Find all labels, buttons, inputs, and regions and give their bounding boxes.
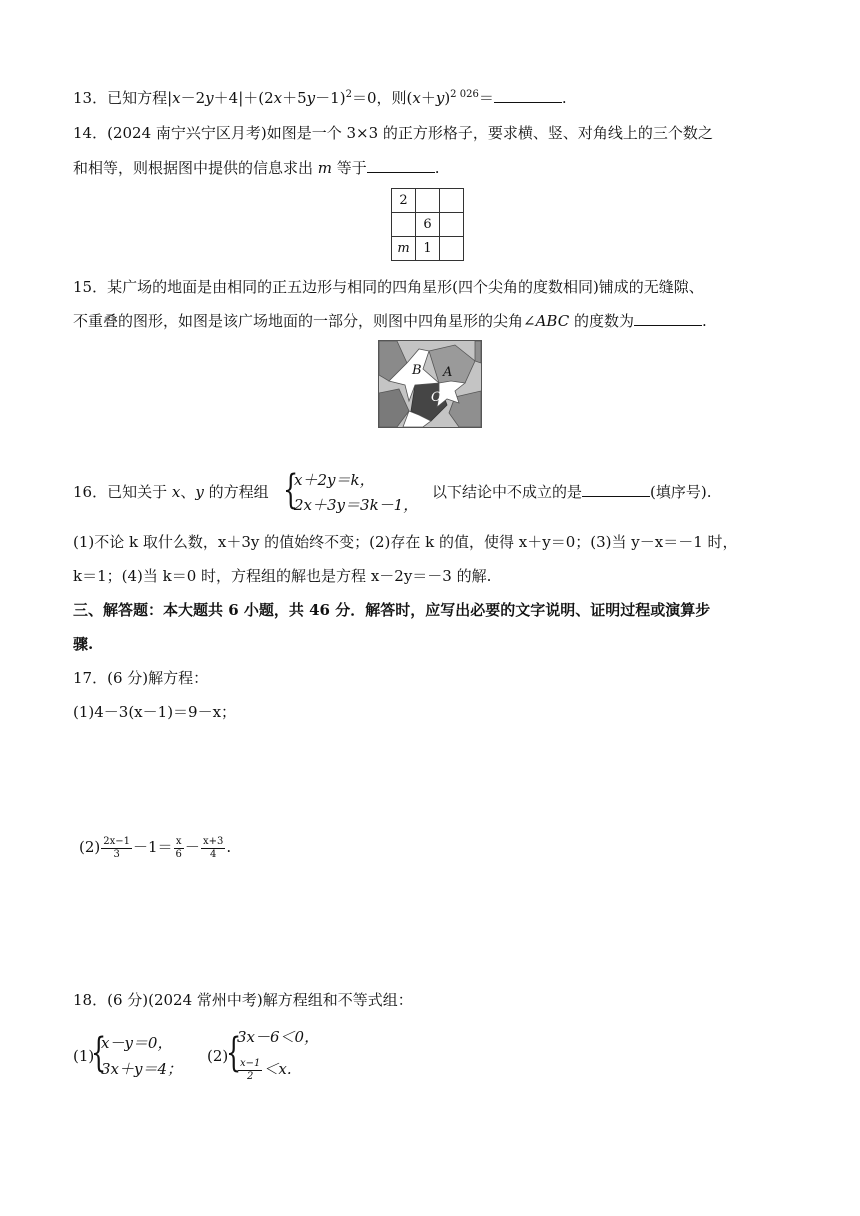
system-equation-2: 2x＋3y＝3k－1， xyxy=(294,496,419,514)
grid-cell: 1 xyxy=(416,237,440,261)
grid-cell xyxy=(392,213,416,237)
system-brace: { xyxy=(283,467,299,513)
fraction: $\frac{2x-1}{3}$ xyxy=(103,835,130,860)
question-13: 13．已知方程$|x-2y+4|+(2x+5y-1)^2=0$，则$(x+y)^{2 026}=$ . xyxy=(73,89,567,107)
question-17-part-1: (1)4－3(x－1)＝9－x； xyxy=(73,703,237,721)
system-1-label: (1) xyxy=(73,1047,95,1065)
system-brace: { xyxy=(91,1030,107,1076)
question-16-lead: 16．已知关于 x、y 的方程组 xyxy=(73,483,269,501)
question-18-title: 18．(6 分)(2024 常州中考)解方程组和不等式组： xyxy=(73,991,413,1009)
grid-cell: 6 xyxy=(416,213,440,237)
tiling-figure xyxy=(378,340,482,428)
question-14-line-2: 和相等，则根据图中提供的信息求出 m 等于 . xyxy=(73,159,440,177)
question-14-line-1: 14．(2024 南宁兴宁区月考)如图是一个 3×3 的正方形格子，要求横、竖、对角线上的三个数之 xyxy=(73,124,713,142)
question-16-conditions-2: k＝1；(4)当 k＝0 时，方程组的解也是方程 x－2y＝－3 的解. xyxy=(73,567,492,585)
system-2-equation-2: $\frac{x-1}{2}$ ＜x. xyxy=(240,1057,292,1082)
grid-cell xyxy=(440,213,464,237)
grid-cell: m xyxy=(392,237,416,261)
pentagon-star-tiling xyxy=(379,341,481,427)
system-1-equation-1: x－y＝0， xyxy=(101,1034,173,1052)
magic-square-grid xyxy=(391,188,464,261)
system-equation-1: x＋2y＝k， xyxy=(294,471,375,489)
question-16-tail: 以下结论中不成立的是 (填序号). xyxy=(432,483,712,501)
question-16-conditions-1: (1)不论 k 取什么数，x＋3y 的值始终不变；(2)存在 k 的值，使得 x＋y＝0；(3)当 y－x＝－1 时， xyxy=(73,533,738,551)
fraction: $\frac{x}{6}$ xyxy=(175,835,182,860)
fraction: $\frac{x+3}{4}$ xyxy=(202,835,224,860)
label-b: B xyxy=(412,363,422,378)
label-a: A xyxy=(443,365,453,380)
answer-blank[interactable] xyxy=(494,88,562,103)
grid-cell xyxy=(440,237,464,261)
grid-cell xyxy=(440,189,464,213)
question-17-title: 17．(6 分)解方程： xyxy=(73,669,209,687)
system-1-equation-2: 3x＋y＝4； xyxy=(101,1060,183,1078)
answer-blank[interactable] xyxy=(634,311,702,326)
section-heading: 三、解答题：本大题共 6 小题，共 46 分．解答时，应写出必要的文字说明、证明过程或演算步 xyxy=(73,601,711,619)
section-heading-cont: 骤. xyxy=(73,635,94,653)
grid-cell xyxy=(416,189,440,213)
question-15-line-2: 不重叠的图形，如图是该广场地面的一部分，则图中四角星形的尖角∠ABC 的度数为 . xyxy=(73,312,707,330)
system-2-equation-1: 3x－6＜0， xyxy=(237,1028,320,1046)
system-2-label: (2) xyxy=(207,1047,229,1065)
question-17-part-2: (2) $\frac{2x-1}{3}$ －1＝ $\frac{x}{6}$ － $\frac{x+3}{4}$ . xyxy=(79,835,232,860)
answer-blank[interactable] xyxy=(367,158,435,173)
label-c: C xyxy=(431,390,441,405)
system-brace: { xyxy=(226,1030,242,1076)
fraction: $\frac{x-1}{2}$ xyxy=(240,1057,261,1082)
grid-cell: 2 xyxy=(392,189,416,213)
answer-blank[interactable] xyxy=(582,482,650,497)
question-15-line-1: 15．某广场的地面是由相同的正五边形与相同的四角星形(四个尖角的度数相同)铺成的无缝隙、 xyxy=(73,278,704,296)
